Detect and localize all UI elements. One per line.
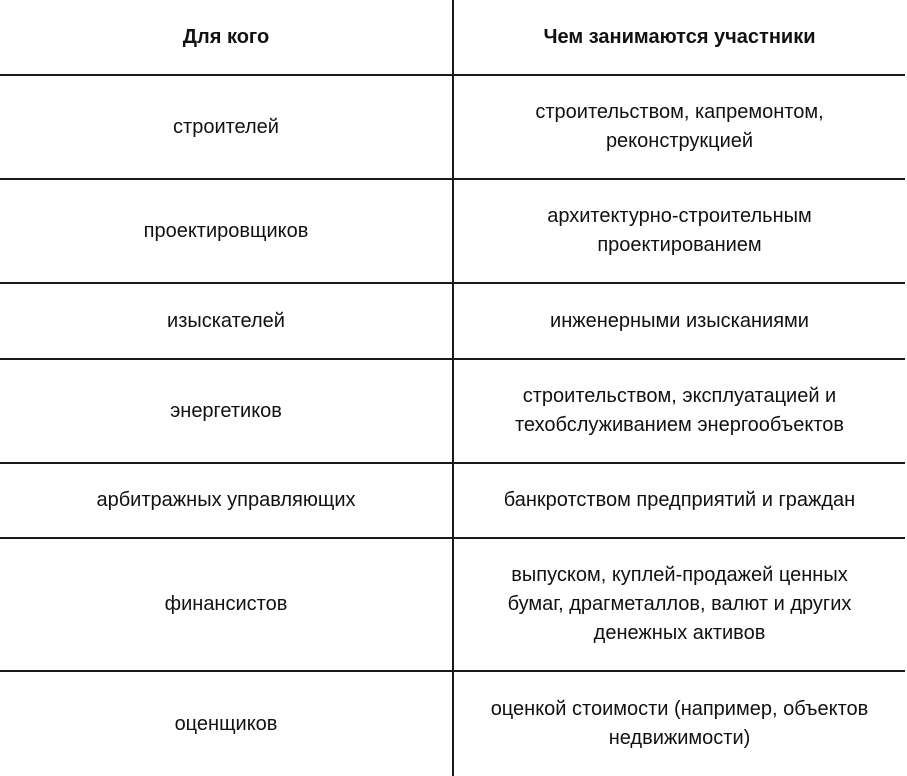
activity-text: инженерными изысканиями: [550, 309, 809, 332]
cell-activity: [454, 180, 905, 282]
header-for-whom: [0, 0, 454, 74]
cell-for-whom: [0, 464, 454, 537]
for-whom-text: изыскателей: [167, 309, 285, 332]
activity-text: оценкой стоимости (например, объектов недвижимости): [490, 698, 869, 749]
table-row: [0, 76, 905, 180]
activity-text: архитектурно-строительным проектированием: [547, 205, 812, 256]
cell-for-whom: [0, 76, 454, 178]
table-row: [0, 360, 905, 464]
cell-activity: [454, 672, 905, 776]
cell-for-whom: [0, 360, 454, 462]
for-whom-text: строителей: [173, 115, 279, 138]
table-row: [0, 672, 905, 776]
header-activity-label: Чем занимаются участники: [543, 25, 816, 48]
activity-text: выпуском, куплей-продажей ценных бумаг, драгметаллов, валют и других денежных активов: [507, 564, 852, 644]
table-header-row: [0, 0, 905, 76]
cell-for-whom: [0, 180, 454, 282]
cell-for-whom: [0, 672, 454, 776]
activity-text: строительством, эксплуатацией и техобслуживанием энергообъектов: [514, 385, 845, 436]
activity-text: банкротством предприятий и граждан: [503, 489, 856, 511]
cell-activity: [454, 539, 905, 670]
cell-for-whom: [0, 539, 454, 670]
cell-activity: [454, 76, 905, 178]
table-row: [0, 284, 905, 360]
for-whom-text: оценщиков: [174, 712, 278, 735]
for-whom-text: финансистов: [164, 593, 288, 615]
header-for-whom-label: Для кого: [182, 25, 270, 48]
activity-text: строительством, капремонтом, реконструкцией: [535, 101, 824, 152]
for-whom-text: проектировщиков: [143, 219, 309, 242]
cell-activity: [454, 464, 905, 537]
for-whom-text: энергетиков: [170, 399, 282, 422]
for-whom-text: арбитражных управляющих: [96, 489, 356, 511]
cell-activity: [454, 360, 905, 462]
table-row: [0, 539, 905, 672]
header-activity: [454, 0, 905, 74]
table-row: [0, 464, 905, 539]
cell-for-whom: [0, 284, 454, 358]
cell-activity: [454, 284, 905, 358]
table-row: [0, 180, 905, 284]
